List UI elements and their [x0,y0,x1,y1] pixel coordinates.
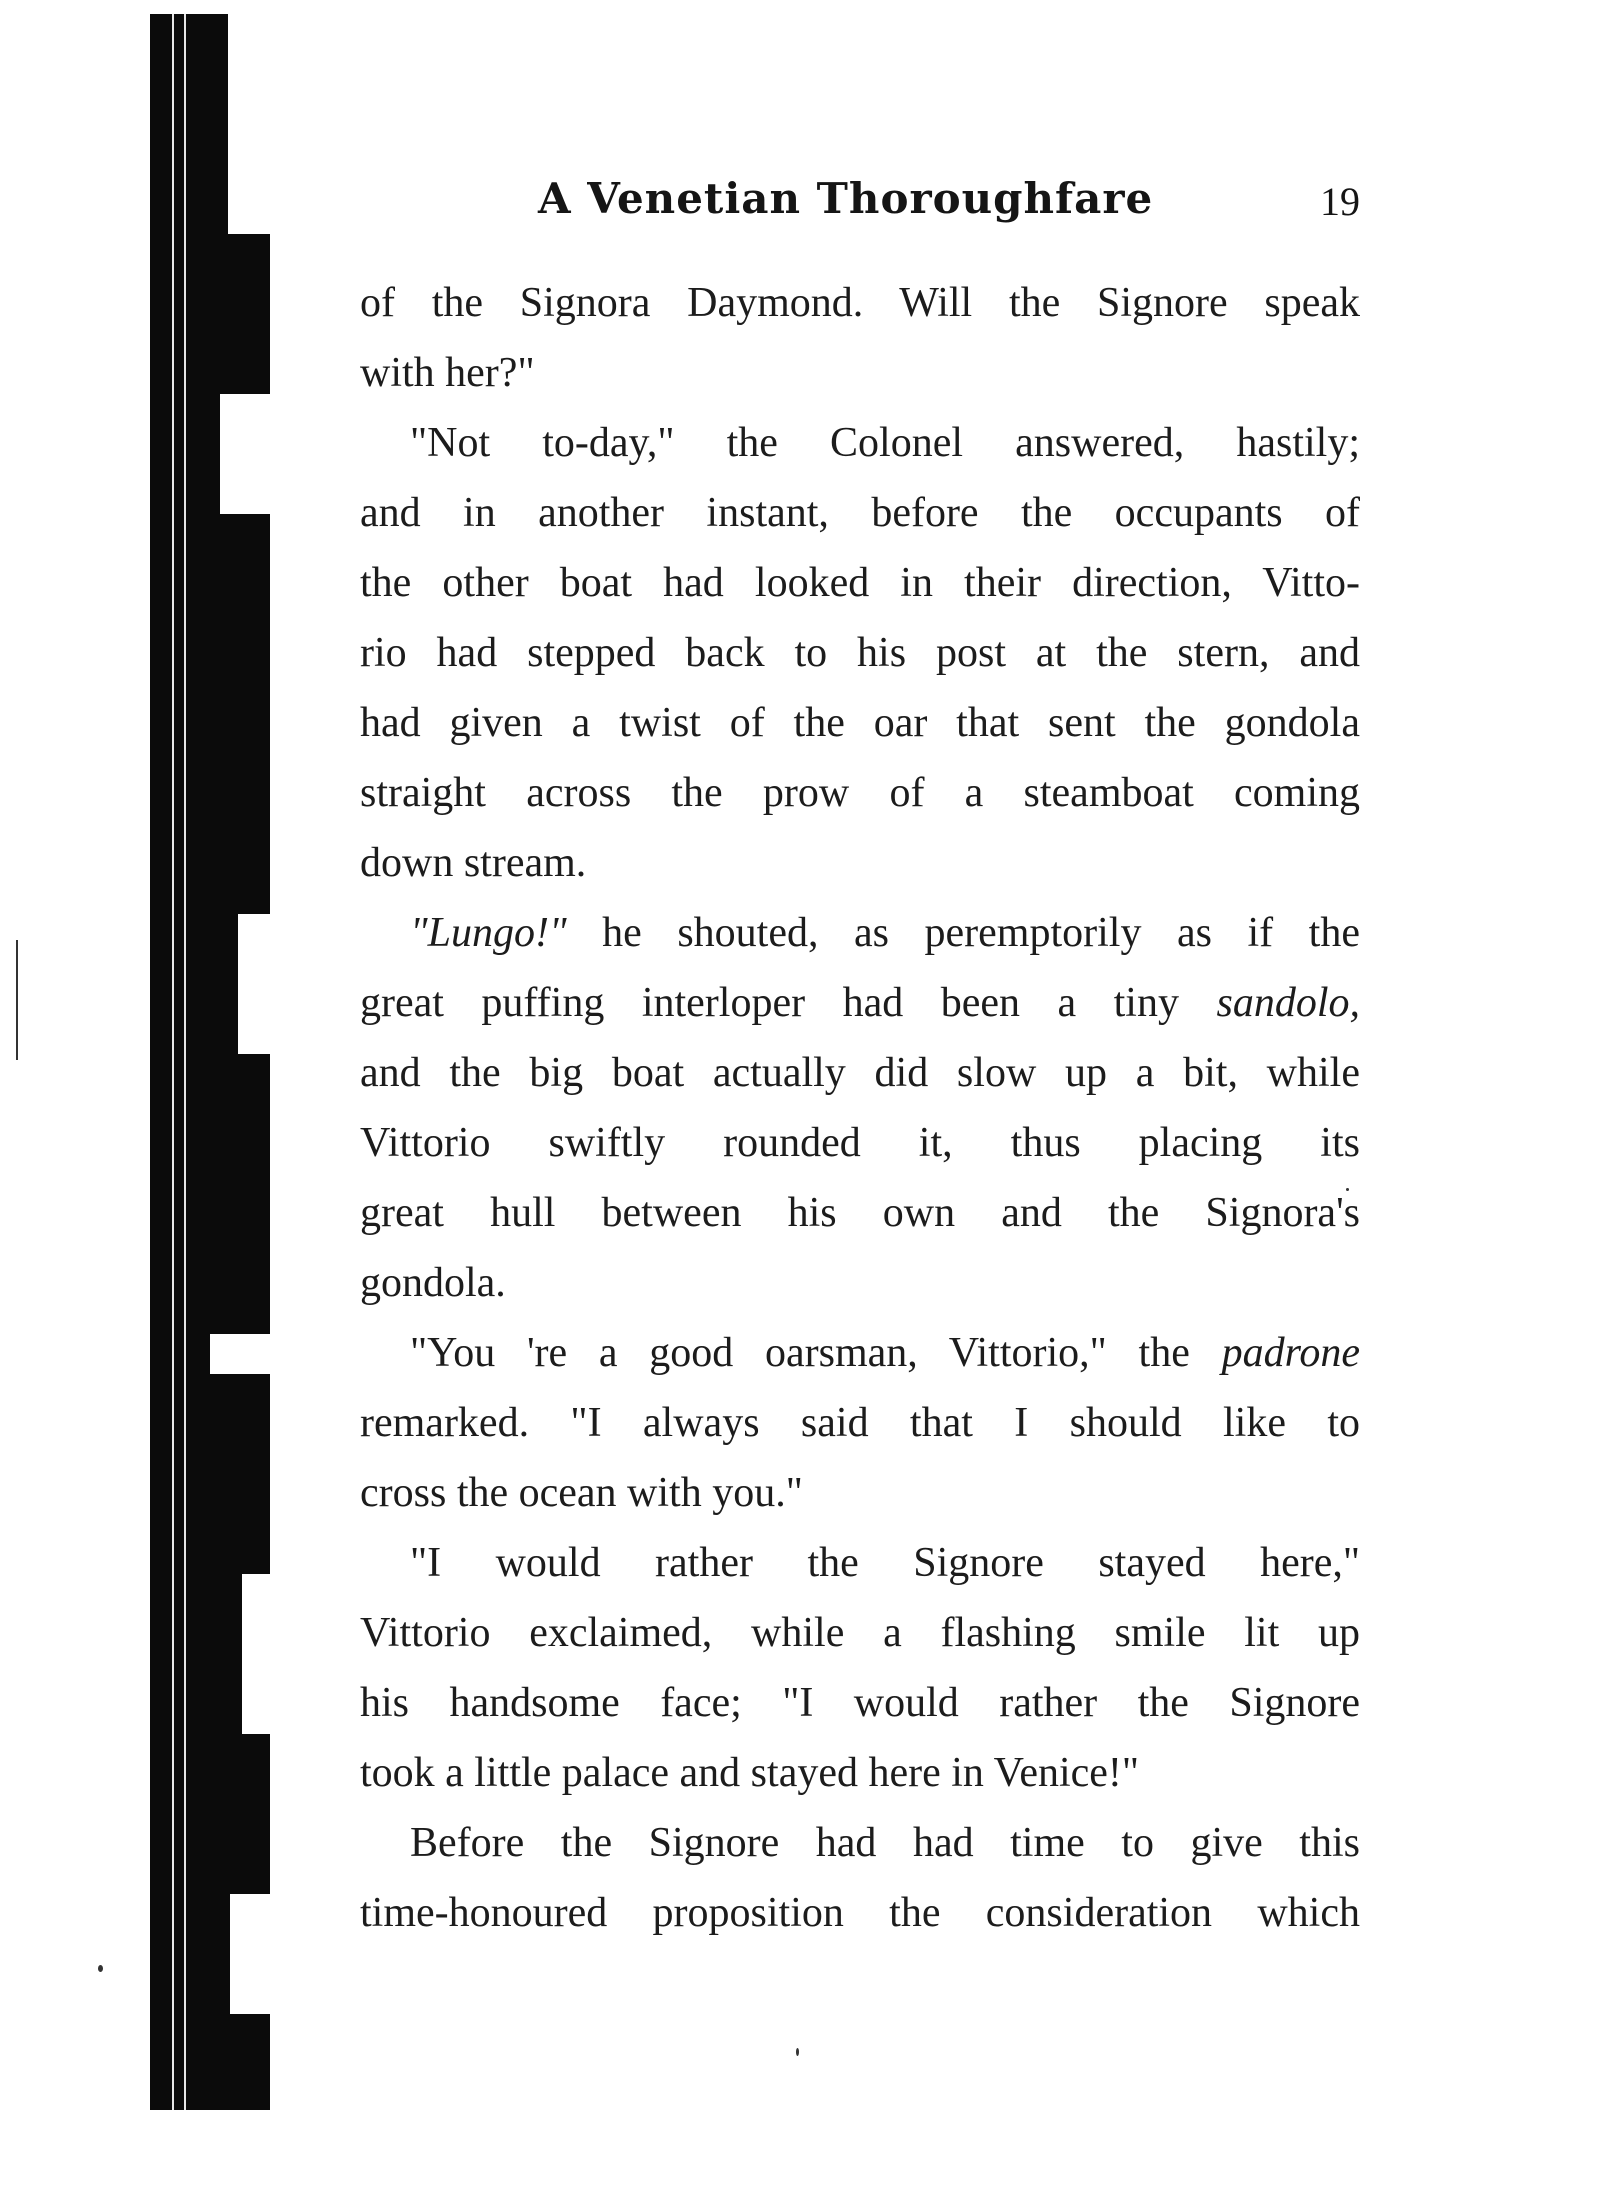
italic-word: "Lungo!" [410,910,567,956]
text-line: gondola. [360,1260,506,1306]
text-line: rio had stepped back to his post at the stern, and [360,630,1360,676]
binding-notch [230,1894,270,2014]
text-line: Vittorio exclaimed, while a flashing smile lit up [360,1610,1360,1656]
text-line: and in another instant, before the occupants of [360,490,1360,536]
text-line: Vittorio swiftly rounded it, thus placing its [360,1120,1360,1166]
text-line: had given a twist of the oar that sent the gondola [360,700,1360,746]
page-number: 19 [1320,179,1360,224]
scan-margin-line [16,940,18,1060]
text-line: took a little palace and stayed here in Venice!" [360,1750,1140,1796]
text-fragment: great puffing interloper had been a tiny [360,980,1179,1026]
text-line [360,898,1360,968]
binding-notch [228,14,270,234]
binding-highlight-line [172,14,174,2110]
italic-word: padrone [1221,1330,1361,1376]
text-line: his handsome face; "I would rather the Signore [360,1680,1360,1726]
body-text [360,268,1360,1948]
text-line: with her?" [360,350,535,396]
text-fragment: he shouted, as peremptorily as if the [602,910,1360,956]
running-title: A Venetian Thoroughfare [538,174,1154,223]
binding-notch [242,1574,270,1734]
text-line: "Not to-day," the Colonel answered, hastily; [410,420,1360,466]
binding-notch [220,394,270,514]
text-line: down stream. [360,840,587,886]
text-line: of the Signora Daymond. Will the Signore speak [360,280,1360,326]
text-fragment: "You 're a good oarsman, Vittorio," the [410,1330,1190,1376]
text-line: "I would rather the Signore stayed here," [410,1540,1360,1586]
italic-word: sandolo, [1216,980,1360,1026]
page-header [360,170,1360,240]
binding-notch [238,914,270,1054]
text-line: cross the ocean with you." [360,1470,803,1516]
text-line: time-honoured proposition the consideration which [360,1890,1360,1936]
binding-notch [210,1334,270,1374]
text-line: and the big boat actually did slow up a bit, while [360,1050,1360,1096]
text-line [360,968,1360,1038]
text-line: remarked. "I always said that I should like to [360,1400,1360,1446]
scan-speck [98,1965,103,1972]
text-line: Before the Signore had had time to give this [410,1820,1360,1866]
text-line: straight across the prow of a steamboat coming [360,770,1360,816]
scan-binding-shadow [150,14,270,2110]
text-line: great hull between his own and the Signora's [360,1190,1360,1236]
scan-speck [796,2048,799,2056]
binding-highlight-line [184,14,186,2110]
text-line: the other boat had looked in their direction, Vitto- [360,560,1360,606]
text-line [360,1318,1360,1388]
